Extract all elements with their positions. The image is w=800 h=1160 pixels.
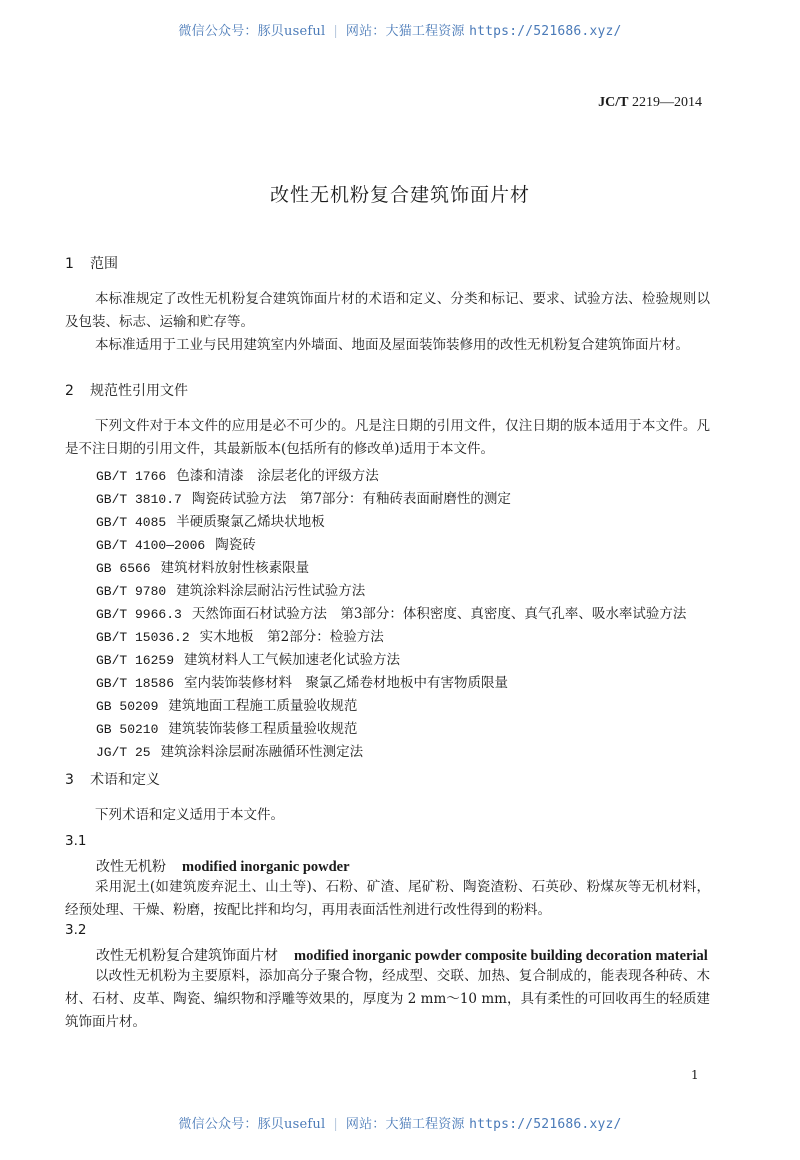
reference-title: 建筑材料人工气候加速老化试验方法 bbox=[184, 652, 401, 668]
reference-item bbox=[96, 602, 686, 622]
reference-title: 建筑材料放射性核素限量 bbox=[160, 560, 310, 576]
reference-code: GB/T 4100—2006 bbox=[96, 538, 206, 553]
reference-code: GB/T 16259 bbox=[96, 653, 175, 668]
term-definition: 采用泥土(如建筑废弃泥土、山土等)、石粉、矿渣、尾矿粉、陶瓷渣粉、石英砂、粉煤灰等无机材料，经预处理、干燥、粉磨，按配比拌和均匀，再用表面活性剂进行改性得到的粉料。 bbox=[65, 879, 710, 918]
term-number: 3.1 bbox=[65, 833, 87, 849]
watermark-site: 网站：大猫工程资源 bbox=[345, 24, 465, 39]
reference-title: 半硬质聚氯乙烯块状地板 bbox=[176, 514, 325, 530]
reference-code: GB/T 4085 bbox=[96, 515, 167, 530]
reference-title: 陶瓷砖 bbox=[215, 537, 256, 553]
watermark-bottom bbox=[0, 1113, 800, 1132]
reference-title: 陶瓷砖试验方法 第7部分：有釉砖表面耐磨性的测定 bbox=[191, 491, 511, 507]
section-1-heading bbox=[65, 253, 118, 273]
reference-code: JG/T 25 bbox=[96, 745, 151, 760]
document-title: 改性无机粉复合建筑饰面片材 bbox=[269, 184, 530, 206]
reference-item bbox=[96, 556, 309, 576]
reference-item bbox=[96, 464, 379, 484]
paragraph: 下列文件对于本文件的应用是必不可少的。凡是注日期的引用文件，仅注日期的版本适用于本文件。凡是不注日期的引用文件，其最新版本(包括所有的修改单)适用于本文件。 bbox=[65, 418, 710, 457]
reference-item bbox=[96, 648, 400, 668]
reference-code: GB/T 9780 bbox=[96, 584, 167, 599]
standard-code bbox=[598, 95, 702, 111]
reference-title: 建筑涂料涂层耐冻融循环性测定法 bbox=[160, 744, 364, 760]
paragraph: 本标准适用于工业与民用建筑室内外墙面、地面及屋面装饰装修用的改性无机粉复合建筑饰面片材。 bbox=[95, 337, 689, 353]
reference-item bbox=[96, 717, 357, 737]
watermark-site: 网站：大猫工程资源 bbox=[345, 1117, 465, 1132]
paragraph: 本标准规定了改性无机粉复合建筑饰面片材的术语和定义、分类和标记、要求、试验方法、检验规则以及包装、标志、运输和贮存等。 bbox=[65, 291, 710, 330]
section-number: 3 bbox=[65, 772, 74, 788]
term-definition: 以改性无机粉为主要原料，添加高分子聚合物，经成型、交联、加热、复合制成的，能表现各种砖、木材、石材、皮革、陶瓷、编织物和浮雕等效果的，厚度为 2 mm～10 mm，具有柔性的可回收再生的轻质建筑饰面片材。 bbox=[65, 968, 710, 1030]
section-title: 范围 bbox=[90, 256, 118, 272]
term-number: 3.2 bbox=[65, 922, 87, 938]
section-title: 规范性引用文件 bbox=[90, 383, 188, 399]
watermark-url[interactable]: https://521686.xyz/ bbox=[469, 1117, 622, 1132]
reference-code: GB/T 9966.3 bbox=[96, 607, 182, 622]
section-number: 2 bbox=[65, 383, 74, 399]
reference-item bbox=[96, 579, 365, 599]
section-title: 术语和定义 bbox=[90, 772, 160, 788]
reference-title: 建筑涂料涂层耐沾污性试验方法 bbox=[176, 583, 366, 599]
term-zh: 改性无机粉复合建筑饰面片材 bbox=[96, 948, 278, 964]
term-en: modified inorganic powder composite building decoration material bbox=[294, 948, 708, 964]
standard-prefix: JC/T bbox=[598, 95, 629, 110]
reference-item bbox=[96, 625, 384, 645]
watermark-top bbox=[0, 20, 800, 39]
standard-number: 2219—2014 bbox=[632, 95, 702, 110]
watermark-account: 微信公众号：豚贝useful bbox=[178, 24, 326, 39]
reference-code: GB/T 18586 bbox=[96, 676, 175, 691]
reference-item bbox=[96, 694, 357, 714]
watermark-account: 微信公众号：豚贝useful bbox=[178, 1117, 326, 1132]
reference-item bbox=[96, 510, 325, 530]
reference-item bbox=[96, 671, 508, 691]
term-zh: 改性无机粉 bbox=[96, 859, 166, 875]
reference-title: 天然饰面石材试验方法 第3部分：体积密度、真密度、真气孔率、吸水率试验方法 bbox=[191, 606, 687, 622]
term-heading bbox=[96, 856, 350, 876]
reference-code: GB/T 15036.2 bbox=[96, 630, 190, 645]
reference-title: 色漆和清漆 涂层老化的评级方法 bbox=[176, 468, 379, 484]
reference-code: GB/T 1766 bbox=[96, 469, 167, 484]
reference-title: 建筑装饰装修工程质量验收规范 bbox=[168, 721, 358, 737]
term-en: modified inorganic powder bbox=[182, 859, 350, 875]
reference-item bbox=[96, 533, 256, 553]
reference-title: 建筑地面工程施工质量验收规范 bbox=[168, 698, 358, 714]
reference-title: 室内装饰装修材料 聚氯乙烯卷材地板中有害物质限量 bbox=[184, 675, 509, 691]
reference-item bbox=[96, 487, 511, 507]
reference-code: GB/T 3810.7 bbox=[96, 492, 182, 507]
reference-code: GB 50210 bbox=[96, 722, 159, 737]
reference-title: 实木地板 第2部分：检验方法 bbox=[199, 629, 384, 645]
section-2-heading bbox=[65, 380, 188, 400]
watermark-url[interactable]: https://521686.xyz/ bbox=[469, 24, 622, 39]
term-heading bbox=[96, 945, 708, 965]
reference-item bbox=[96, 740, 363, 760]
section-3-heading bbox=[65, 769, 160, 789]
watermark-separator: | bbox=[333, 24, 338, 39]
watermark-separator: | bbox=[333, 1117, 338, 1132]
page-number: 1 bbox=[691, 1068, 699, 1082]
reference-code: GB 6566 bbox=[96, 561, 151, 576]
reference-code: GB 50209 bbox=[96, 699, 159, 714]
paragraph: 下列术语和定义适用于本文件。 bbox=[95, 807, 284, 823]
section-number: 1 bbox=[65, 256, 74, 272]
